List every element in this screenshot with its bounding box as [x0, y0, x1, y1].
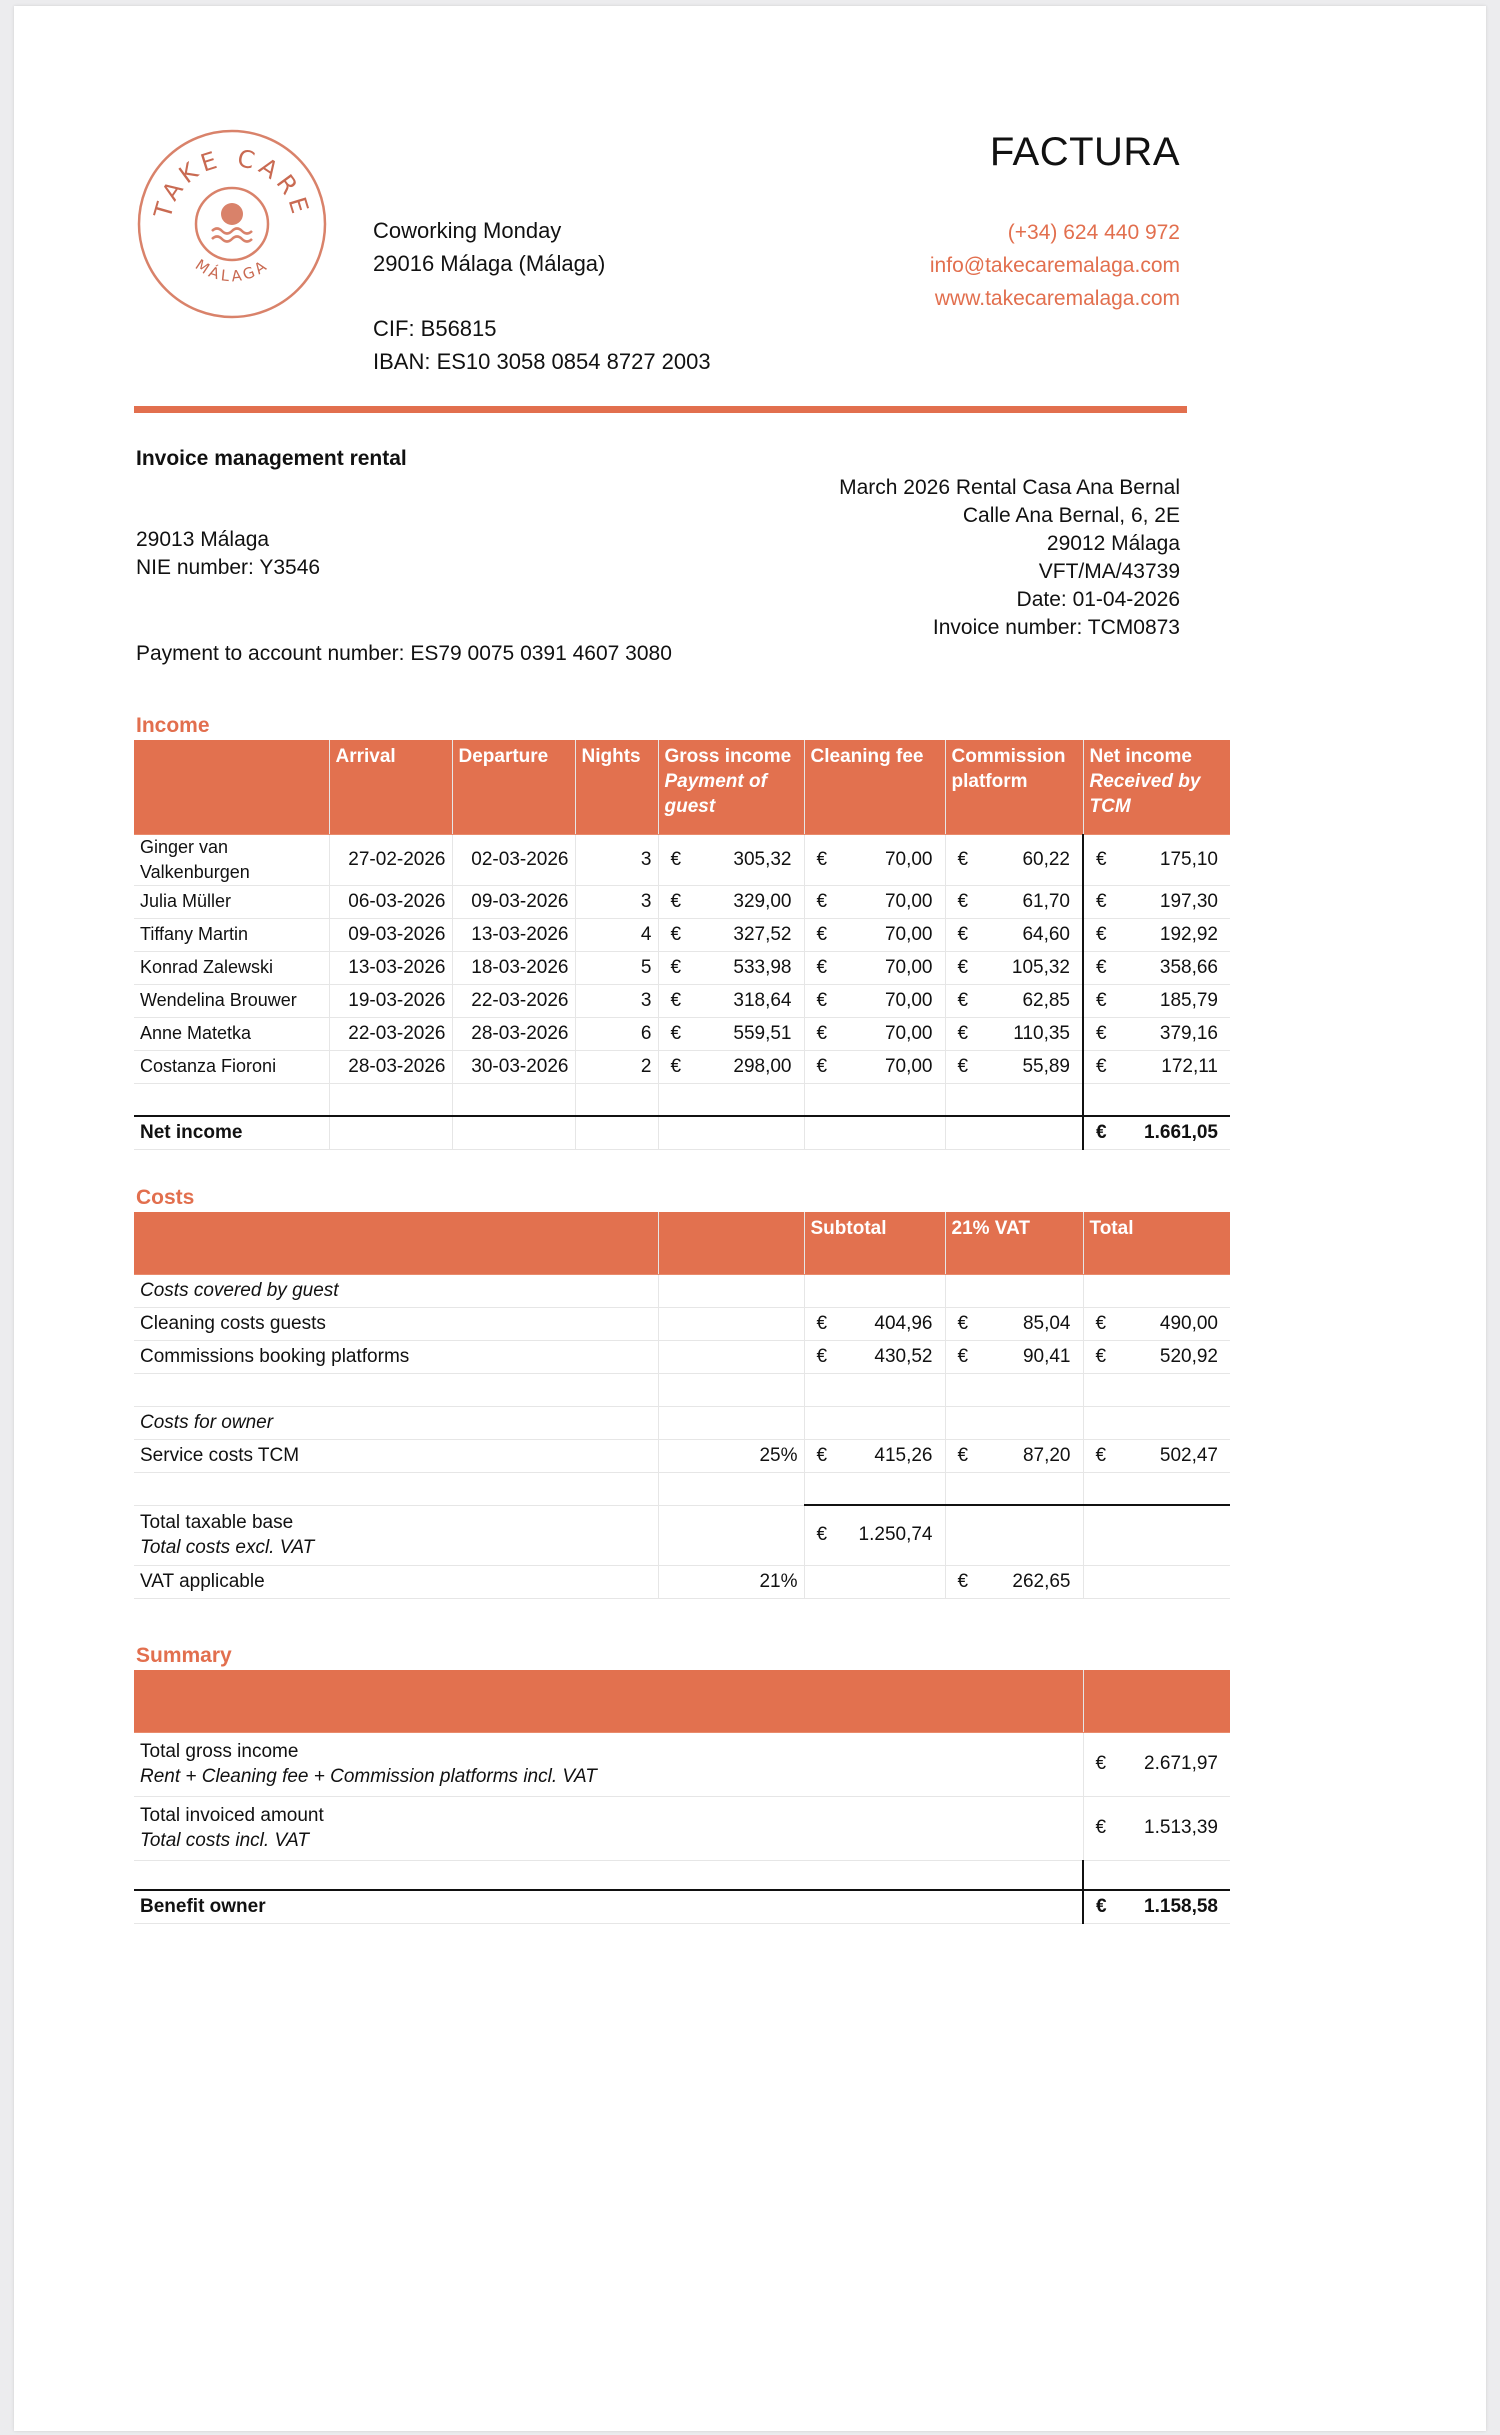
rental-license: VFT/MA/43739: [1038, 560, 1180, 583]
rental-city: 29012 Málaga: [1046, 532, 1180, 555]
client-block: [136, 526, 320, 582]
client-nie: NIE number: Y3546: [136, 556, 321, 579]
contact-email[interactable]: info@takecaremalaga.com: [929, 254, 1180, 277]
income-row: Wendelina Brouwer 19-03-2026 22-03-2026 3 € 318,64 € 70,00 € 62,85 € 185,79: [134, 984, 1230, 1017]
cleaning-costs-label: Cleaning costs guests: [134, 1307, 658, 1340]
cleaning-fee: 70,00: [884, 956, 933, 978]
nights: 6: [575, 1017, 658, 1050]
gross-income: 329,00: [733, 890, 792, 912]
contact-block: [930, 216, 1180, 315]
logo-text-top: TAKE CARE: [148, 143, 316, 222]
benefit-owner-row: Benefit owner € 1.158,58: [134, 1890, 1230, 1923]
arrival-date: 19-03-2026: [329, 984, 452, 1017]
income-row: Julia Müller 06-03-2026 09-03-2026 3 € 329,00 € 70,00 € 61,70 € 197,30: [134, 885, 1230, 918]
gross-income-sub: Rent + Cleaning fee + Commission platforms incl. VAT: [140, 1766, 597, 1787]
header-total: Total: [1083, 1212, 1230, 1274]
sender-address: 29016 Málaga (Málaga): [373, 251, 606, 276]
costs-table: [134, 1212, 1230, 1599]
cleaning-vat: 85,04: [1022, 1312, 1071, 1334]
service-vat: 87,20: [1022, 1444, 1071, 1466]
header-nights: Nights: [575, 740, 658, 834]
sender-block: [373, 214, 711, 378]
nights: 3: [575, 885, 658, 918]
commissions-subtotal: 430,52: [874, 1345, 933, 1367]
nights: 3: [575, 834, 658, 885]
invoice-number: Invoice number: TCM0873: [932, 616, 1180, 639]
guest-name: Costanza Fioroni: [134, 1050, 329, 1083]
cleaning-fee: 70,00: [884, 989, 933, 1011]
arrival-date: 28-03-2026: [329, 1050, 452, 1083]
guest-name: Anne Matetka: [134, 1017, 329, 1050]
net-income: 197,30: [1159, 890, 1218, 912]
client-city: 29013 Málaga: [136, 528, 270, 551]
net-income-total: 1.661,05: [1144, 1121, 1218, 1143]
income-header-row: [134, 740, 1230, 834]
costs-header-row: [134, 1212, 1230, 1274]
gross-income-row: Total gross income Rent + Cleaning fee + Commission platforms incl. VAT € 2.671,97: [134, 1732, 1230, 1796]
gross-income-label: Total gross income: [140, 1741, 299, 1762]
header-guest: [134, 740, 329, 834]
invoice-date: Date: 01-04-2026: [1016, 588, 1180, 611]
gross-income: 559,51: [733, 1022, 792, 1044]
net-income: 192,92: [1159, 923, 1218, 945]
commission: 55,89: [1022, 1055, 1070, 1077]
cleaning-total: 490,00: [1159, 1312, 1218, 1334]
nights: 4: [575, 918, 658, 951]
rental-title: March 2026 Rental Casa Ana Bernal: [839, 476, 1180, 499]
header-divider: [134, 406, 1187, 413]
costs-owner-label-row: [134, 1406, 1230, 1439]
income-section-title: Income: [136, 714, 210, 737]
arrival-date: 27-02-2026: [329, 834, 452, 885]
header-cleaning: Cleaning fee: [804, 740, 945, 834]
gross-income: 298,00: [733, 1055, 792, 1077]
commission: 61,70: [1022, 890, 1070, 912]
departure-date: 28-03-2026: [452, 1017, 575, 1050]
costs-owner-label: Costs for owner: [134, 1406, 658, 1439]
take-care-logo: [132, 124, 332, 324]
cleaning-fee: 70,00: [884, 923, 933, 945]
benefit-label: Benefit owner: [134, 1890, 1083, 1923]
taxable-label: Total taxable base: [140, 1512, 294, 1533]
nights: 2: [575, 1050, 658, 1083]
income-row: Konrad Zalewski 13-03-2026 18-03-2026 5 € 533,98 € 70,00 € 105,32 € 358,66: [134, 951, 1230, 984]
contact-website[interactable]: www.takecaremalaga.com: [934, 287, 1180, 310]
income-table: [134, 740, 1230, 1150]
commission: 62,85: [1022, 989, 1070, 1011]
net-income-label: Net income: [134, 1116, 329, 1149]
cleaning-costs-row: Cleaning costs guests € 404,96 € 85,04 € 490,00: [134, 1307, 1230, 1340]
net-income: 172,11: [1161, 1055, 1218, 1077]
income-row: Anne Matetka 22-03-2026 28-03-2026 6 € 559,51 € 70,00 € 110,35 € 379,16: [134, 1017, 1230, 1050]
commissions-total: 520,92: [1159, 1345, 1218, 1367]
vat-applicable-row: VAT applicable 21% € 262,65: [134, 1565, 1230, 1598]
cleaning-fee: 70,00: [884, 848, 933, 870]
summary-header-row: [134, 1670, 1230, 1732]
cleaning-subtotal: 404,96: [874, 1312, 933, 1334]
net-income: 379,16: [1159, 1022, 1218, 1044]
guest-name: Ginger van Valkenburgen: [134, 834, 329, 885]
header-arrival: Arrival: [329, 740, 452, 834]
net-income: 358,66: [1159, 956, 1218, 978]
header-vat: 21% VAT: [945, 1212, 1083, 1274]
header-net: Net income Received by TCM: [1083, 740, 1230, 834]
gross-income: 533,98: [733, 956, 792, 978]
header-commission: Commission platform: [945, 740, 1083, 834]
net-income: 185,79: [1159, 989, 1218, 1011]
commissions-row: Commissions booking platforms € 430,52 € 90,41 € 520,92: [134, 1340, 1230, 1373]
income-row: Tiffany Martin 09-03-2026 13-03-2026 4 € 327,52 € 70,00 € 64,60 € 192,92: [134, 918, 1230, 951]
costs-section-title: Costs: [136, 1186, 195, 1209]
rental-block: [839, 474, 1180, 642]
invoiced-amount-row: Total invoiced amount Total costs incl. VAT € 1.513,39: [134, 1796, 1230, 1860]
nights: 3: [575, 984, 658, 1017]
departure-date: 18-03-2026: [452, 951, 575, 984]
departure-date: 30-03-2026: [452, 1050, 575, 1083]
commission: 60,22: [1022, 848, 1070, 870]
guest-name: Tiffany Martin: [134, 918, 329, 951]
taxable-base-row: Total taxable base Total costs excl. VAT € 1.250,74: [134, 1505, 1230, 1565]
taxable-sub: Total costs excl. VAT: [140, 1537, 315, 1558]
vat-value: 262,65: [1012, 1570, 1071, 1592]
invoiced-sub: Total costs incl. VAT: [140, 1830, 309, 1851]
rental-street: Calle Ana Bernal, 6, 2E: [962, 504, 1180, 527]
invoiced-value: 1.513,39: [1144, 1817, 1218, 1838]
income-row: Costanza Fioroni 28-03-2026 30-03-2026 2 € 298,00 € 70,00 € 55,89 € 172,11: [134, 1050, 1230, 1083]
cleaning-fee: 70,00: [884, 890, 933, 912]
gross-income-value: 2.671,97: [1144, 1753, 1218, 1774]
arrival-date: 09-03-2026: [329, 918, 452, 951]
vat-applicable-label: VAT applicable: [134, 1565, 658, 1598]
gross-income: 327,52: [733, 923, 792, 945]
cleaning-fee: 70,00: [884, 1022, 933, 1044]
summary-table: [134, 1670, 1230, 1924]
header-net-sub: Received by TCM: [1089, 771, 1201, 817]
gross-income: 318,64: [733, 989, 792, 1011]
arrival-date: 06-03-2026: [329, 885, 452, 918]
document-title: FACTURA: [989, 130, 1180, 174]
summary-section-title: Summary: [136, 1644, 232, 1667]
invoice-heading: Invoice management rental: [136, 447, 407, 470]
sender-iban: IBAN: ES10 3058 0854 8727 2003: [373, 349, 711, 374]
header-departure: Departure: [452, 740, 575, 834]
contact-phone[interactable]: (+34) 624 440 972: [1007, 221, 1180, 244]
guest-name: Konrad Zalewski: [134, 951, 329, 984]
commission: 110,35: [1013, 1022, 1070, 1044]
gross-income: 305,32: [733, 848, 792, 870]
header-subtotal: Subtotal: [804, 1212, 945, 1274]
nights: 5: [575, 951, 658, 984]
arrival-date: 22-03-2026: [329, 1017, 452, 1050]
service-costs-label: Service costs TCM: [134, 1439, 658, 1472]
invoiced-label: Total invoiced amount: [140, 1805, 324, 1826]
payment-account: Payment to account number: ES79 0075 0391 4607 3080: [136, 642, 672, 665]
header-gross-sub: Payment of guest: [664, 771, 767, 817]
commissions-label: Commissions booking platforms: [134, 1340, 658, 1373]
costs-guest-label: Costs covered by guest: [134, 1274, 658, 1307]
service-costs-row: Service costs TCM 25% € 415,26 € 87,20 € 502,47: [134, 1439, 1230, 1472]
benefit-value: 1.158,58: [1144, 1895, 1218, 1917]
net-income: 175,10: [1159, 848, 1218, 870]
departure-date: 09-03-2026: [452, 885, 575, 918]
invoice-page: [14, 6, 1486, 2431]
guest-name: Julia Müller: [134, 885, 329, 918]
income-spacer-row: [134, 1083, 1230, 1116]
arrival-date: 13-03-2026: [329, 951, 452, 984]
commissions-vat: 90,41: [1022, 1345, 1071, 1367]
service-subtotal: 415,26: [874, 1444, 933, 1466]
taxable-value: 1.250,74: [858, 1524, 933, 1546]
commission: 64,60: [1022, 923, 1070, 945]
commission: 105,32: [1011, 956, 1070, 978]
sender-cif: CIF: B56815: [373, 316, 497, 341]
income-row: Ginger van Valkenburgen 27-02-2026 02-03-2026 3 € 305,32 € 70,00 € 60,22 € 175,10: [134, 834, 1230, 885]
cleaning-fee: 70,00: [884, 1055, 933, 1077]
header-gross: Gross income Payment of guest: [658, 740, 804, 834]
vat-pct: 21%: [658, 1565, 804, 1598]
sender-name-line: Coworking Monday: [373, 218, 562, 243]
service-total: 502,47: [1159, 1444, 1218, 1466]
logo-text-bottom: MÁLAGA: [191, 255, 273, 286]
departure-date: 22-03-2026: [452, 984, 575, 1017]
net-income-row: Net income € 1.661,05: [134, 1116, 1230, 1149]
departure-date: 02-03-2026: [452, 834, 575, 885]
departure-date: 13-03-2026: [452, 918, 575, 951]
service-pct: 25%: [658, 1439, 804, 1472]
guest-name: Wendelina Brouwer: [134, 984, 329, 1017]
costs-guest-label-row: [134, 1274, 1230, 1307]
